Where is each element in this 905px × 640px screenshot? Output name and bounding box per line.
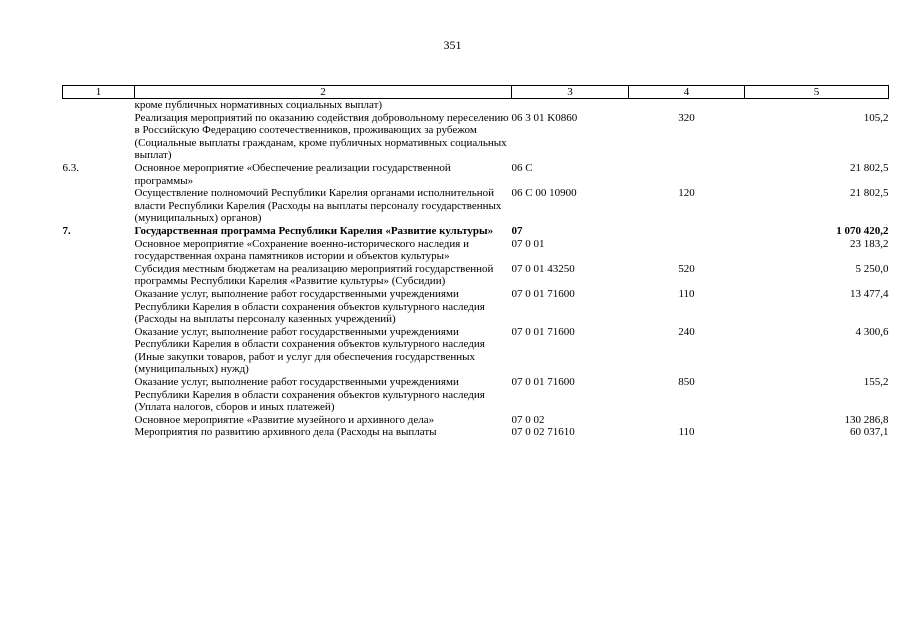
row-amount: 155,2 <box>863 376 889 389</box>
row-number <box>63 376 135 414</box>
row-amount: 21 802,5 <box>850 187 889 200</box>
row-expense-type: 850 <box>678 376 695 389</box>
row-number: 6.3. <box>62 161 79 174</box>
row-code <box>512 99 629 112</box>
row-expense-type: 240 <box>678 325 695 338</box>
table-row <box>63 187 889 225</box>
row-code: 07 0 02 <box>511 413 545 426</box>
row-expense-type: 520 <box>678 262 695 275</box>
row-name: Государственная программа Республики Карелия «Развитие культуры» <box>134 224 494 237</box>
row-expense-type <box>629 238 745 263</box>
row-name: Оказание услуг, выполнение работ государственными учреждениями Республики Карелия в области сохранения объектов культурного наследия (Расходы на выплаты персоналу казенных учреждений) <box>134 287 485 326</box>
column-header-4: 4 <box>629 86 745 99</box>
table-header-row <box>63 86 889 99</box>
row-amount: 1 070 420,2 <box>836 224 889 237</box>
row-expense-type: 110 <box>678 426 695 439</box>
column-header-3: 3 <box>512 86 629 99</box>
row-code: 06 3 01 K0860 <box>511 111 578 124</box>
row-expense-type <box>629 225 745 238</box>
table-row <box>63 414 889 427</box>
row-code: 07 0 01 43250 <box>511 262 575 275</box>
row-number <box>63 112 135 162</box>
column-header-1: 1 <box>63 86 135 99</box>
column-header-2: 2 <box>135 86 512 99</box>
row-number <box>63 326 135 376</box>
row-name: Реализация мероприятий по оказанию содействия добровольному переселению в Российскую Федерацию соотечественников, проживающих за рубежом (Социальные выплаты гражданам, кроме публичных нормативных социальных выплат) <box>134 111 509 162</box>
row-number <box>63 426 135 439</box>
row-code: 06 С 00 10900 <box>511 187 577 200</box>
row-name: Основное мероприятие «Развитие музейного и архивного дела» <box>134 413 435 426</box>
row-expense-type: 120 <box>678 187 695 200</box>
budget-table <box>62 85 889 439</box>
row-name: Оказание услуг, выполнение работ государственными учреждениями Республики Карелия в области сохранения объектов культурного наследия (Уплата налогов, сборов и иных платежей) <box>134 376 485 414</box>
table-row <box>63 238 889 263</box>
row-number <box>63 99 135 112</box>
row-amount <box>745 99 889 112</box>
row-code: 07 0 02 71610 <box>511 426 575 439</box>
row-name: Мероприятия по развитию архивного дела (Расходы на выплаты <box>134 426 437 439</box>
column-header-5: 5 <box>745 86 889 99</box>
row-amount: 4 300,6 <box>855 325 889 338</box>
row-code: 07 0 01 71600 <box>511 325 575 338</box>
row-code: 06 С <box>511 161 533 174</box>
row-code: 07 0 01 71600 <box>511 376 575 389</box>
table-body <box>63 99 889 440</box>
row-amount: 21 802,5 <box>850 161 889 174</box>
table-row <box>63 263 889 288</box>
row-expense-type <box>629 414 745 427</box>
row-name: Осуществление полномочий Республики Карелия органами исполнительной власти Республики Карелия (Расходы на выплаты персоналу государственных (муниципальных) органов) <box>134 187 502 225</box>
row-expense-type: 320 <box>678 111 695 124</box>
row-number <box>63 414 135 427</box>
row-name: Субсидия местным бюджетам на реализацию мероприятий государственной программы Республики Карелия «Развитие культуры» (Субсидии) <box>134 262 494 288</box>
row-amount: 60 037,1 <box>850 426 889 439</box>
table-row <box>63 162 889 187</box>
row-number <box>63 263 135 288</box>
row-name: Основное мероприятие «Обеспечение реализации государственной программы» <box>134 161 451 187</box>
table-row <box>63 426 889 439</box>
table-row <box>63 99 889 112</box>
table-row <box>63 225 889 238</box>
row-expense-type <box>629 99 745 112</box>
row-name: Оказание услуг, выполнение работ государственными учреждениями Республики Карелия в области сохранения объектов культурного наследия (Иные закупки товаров, работ и услуг для обеспечения государственных (муниципальных) нужд) <box>134 325 485 376</box>
row-expense-type <box>629 162 745 187</box>
row-code: 07 <box>511 224 523 237</box>
row-amount: 130 286,8 <box>844 413 889 426</box>
row-code: 07 0 01 <box>511 237 545 250</box>
row-amount: 5 250,0 <box>855 262 889 275</box>
row-amount: 23 183,2 <box>850 237 889 250</box>
row-number: 7. <box>62 224 71 237</box>
table-row <box>63 376 889 414</box>
row-code: 07 0 01 71600 <box>511 287 575 300</box>
table-row <box>63 326 889 376</box>
page-number: 351 <box>443 38 462 52</box>
row-number <box>63 187 135 225</box>
table-row <box>63 112 889 162</box>
row-amount: 13 477,4 <box>850 287 889 300</box>
row-amount: 105,2 <box>863 111 889 124</box>
table-row <box>63 288 889 326</box>
row-expense-type: 110 <box>678 287 695 300</box>
row-number <box>63 288 135 326</box>
row-name: Основное мероприятие «Сохранение военно-исторического наследия и государственная охрана памятников истории и объектов культуры» <box>134 237 469 263</box>
row-number <box>63 238 135 263</box>
row-name: кроме публичных нормативных социальных выплат) <box>134 99 383 111</box>
